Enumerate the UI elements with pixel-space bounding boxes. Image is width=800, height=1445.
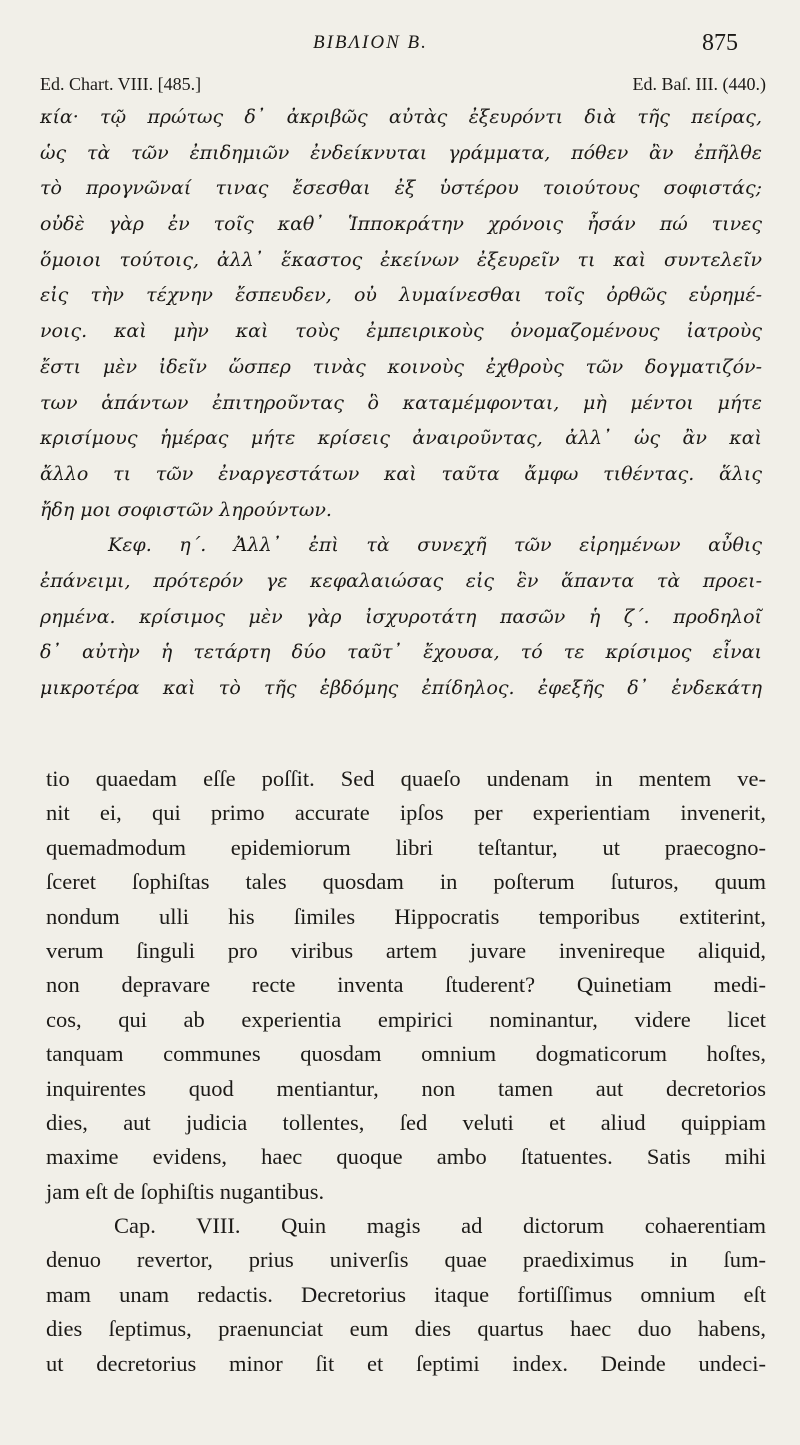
latin-line: tanquam communes quosdam omnium dogmaticorum hoſtes, [46, 1041, 766, 1067]
edition-chartier-reference: Ed. Chart. VIII. [485.] [40, 74, 202, 94]
book-title: ΒΙΒΛΙΟΝ Β. [313, 32, 428, 53]
greek-line: ὡς τὰ τῶν ἐπιδημιῶν ἐνδείκνυται γράμματα, πόθεν ἂν ἐπῆλθε [40, 141, 762, 164]
greek-line: οὐδὲ γὰρ ἐν τοῖς καθ᾽ Ἱπποκράτην χρόνοις ἦσάν πώ τινες [40, 213, 762, 236]
latin-line: verum ſinguli pro viribus artem juvare invenireque aliquid, [46, 937, 766, 963]
greek-line: δ᾽ αὐτὴν ἡ τετάρτη δύο ταῦτ᾽ ἔχουσα, τό τε κρίσιμος εἶναι [40, 641, 762, 664]
page-number: 875 [702, 30, 738, 56]
latin-line: maxime evidens, haec quoque ambo ſtatuentes. Satis mihi [46, 1144, 766, 1170]
latin-line: non depravare recte inventa ſtuderent? Quinetiam medi- [46, 972, 766, 998]
edition-basel-reference: Ed. Baſ. III. (440.) [632, 74, 766, 94]
latin-line: ut decretorius minor ſit et ſeptimi index. Deinde undeci- [46, 1350, 766, 1376]
greek-line: ἤδη μοι σοφιστῶν ληρούντων. [40, 498, 332, 521]
latin-line: jam eſt de ſophiſtis nugantibus. [46, 1178, 325, 1204]
latin-line: mam unam redactis. Decretorius itaque fortiſſimus omnium eſt [46, 1281, 766, 1307]
latin-chapter-heading-line: Cap. VIII. Quin magis ad dictorum cohaerentiam [114, 1213, 766, 1239]
greek-line: ρημένα. κρίσιμος μὲν γὰρ ἰσχυροτάτη πασῶν ἡ ζ΄. προδηλοῖ [40, 605, 762, 628]
latin-line: quemadmodum epidemiorum libri teſtantur, ut praecogno- [46, 834, 766, 860]
latin-line: tio quaedam eſſe poſſit. Sed quaeſo undenam in mentem ve- [46, 766, 766, 791]
greek-line: κρισίμους ἡμέρας μήτε κρίσεις ἀναιροῦντας, ἀλλ᾽ ὡς ἂν καὶ [40, 427, 762, 450]
latin-line: ſceret ſophiſtas tales quosdam in poſterum ſuturos, quum [46, 869, 766, 895]
latin-line: dies ſeptimus, praenunciat eum dies quartus haec duo habens, [46, 1316, 766, 1342]
greek-line: των ἁπάντων ἐπιτηροῦντας ὃ καταμέμφονται, μὴ μέντοι μήτε [40, 391, 762, 414]
greek-line: ἄλλο τι τῶν ἐναργεστάτων καὶ ταῦτα ἄμφω τιθέντας. ἅλις [40, 462, 762, 485]
latin-line: cos, qui ab experientia empirici nominantur, videre licet [46, 1006, 766, 1032]
greek-line: ὅμοιοι τούτοις, ἀλλ᾽ ἕκαστος ἐκείνων ἐξευρεῖν τι καὶ συντελεῖν [40, 248, 762, 271]
latin-line: dies, aut judicia tollentes, ſed veluti et aliud quippiam [46, 1109, 766, 1135]
edition-reference-line [40, 74, 766, 98]
latin-line: inquirentes quod mentiantur, non tamen aut decretorios [46, 1075, 766, 1101]
greek-text-block [40, 100, 762, 707]
greek-line: νοις. καὶ μὴν καὶ τοὺς ἐμπειρικοὺς ὀνομαζομένους ἰατροὺς [40, 320, 762, 343]
greek-line: ἔστι μὲν ἰδεῖν ὥσπερ τινὰς κοινοὺς ἐχθροὺς τῶν δογματιζόν- [40, 355, 762, 378]
running-head [0, 30, 800, 60]
greek-line: ἐπάνειμι, πρότερόν γε κεφαλαιώσας εἰς ἓν ἅπαντα τὰ προει- [40, 569, 762, 592]
greek-line: τὸ προγνῶναί τινας ἔσεσθαι ἐξ ὑστέρου τοιούτους σοφιστάς; [40, 177, 762, 200]
greek-line: κία· τῷ πρώτως δ᾽ ἀκριβῶς αὐτὰς ἐξευρόντι διὰ τῆς πείρας, [40, 106, 762, 128]
greek-chapter-heading-line: Κεφ. η΄. Ἀλλ᾽ ἐπὶ τὰ συνεχῆ τῶν εἰρημένων αὖθις [108, 534, 762, 557]
latin-line: denuo revertor, prius univerſis quae praediximus in ſum- [46, 1247, 766, 1273]
greek-line: εἰς τὴν τέχνην ἔσπευδεν, οὐ λυμαίνεσθαι τοῖς ὀρθῶς εὑρημέ- [40, 284, 762, 307]
latin-text-block [46, 762, 766, 1381]
greek-line: μικροτέρα καὶ τὸ τῆς ἑβδόμης ἐπίδηλος. ἐφεξῆς δ᾽ ἑνδεκάτη [40, 677, 762, 699]
latin-line: nit ei, qui primo accurate ipſos per experientiam invenerit, [46, 800, 766, 826]
latin-line: nondum ulli his ſimiles Hippocratis temporibus extiterint, [46, 903, 766, 929]
